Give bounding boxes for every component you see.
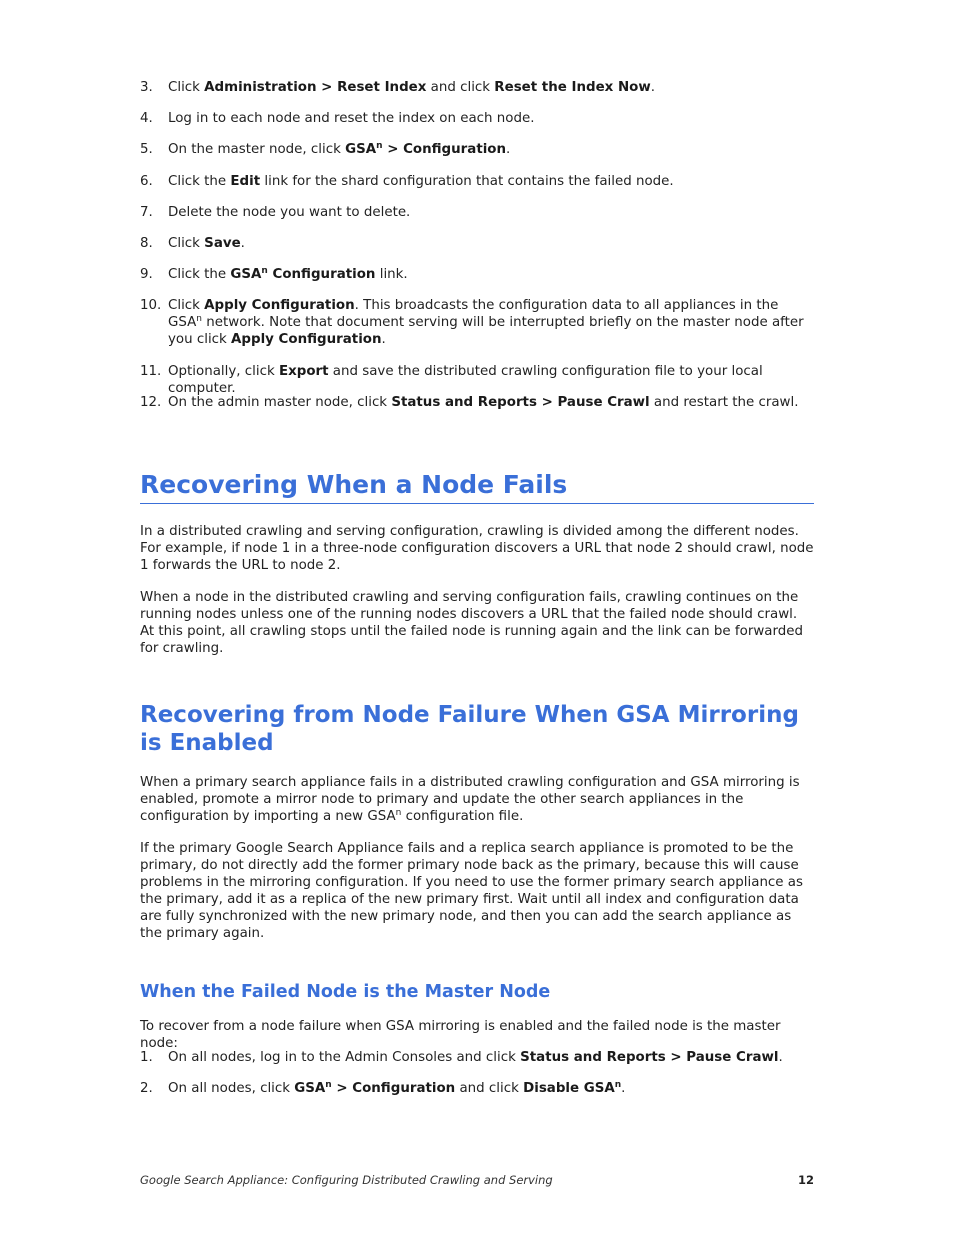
list-item-text [168,204,814,221]
bold-text: Disable GSA [523,1081,615,1096]
list-item-number: 7. [140,205,153,220]
superscript: n [261,266,268,276]
text-run: On the master node, click [168,142,346,157]
text-run: Click the [168,174,231,189]
text-run: On the admin master node, click [168,395,392,410]
text-run: link. [375,267,408,282]
list-item [140,394,814,411]
paragraph: When a node in the distributed crawling and serving configuration fails, crawling continues on the running nodes unless one of the running nodes discovers a URL that the failed node should crawl. At this point, all crawling stops until the failed node is running again and the link can be forwarded for crawling. [140,590,803,656]
list-item-text [168,1080,814,1097]
text-run: and click [455,1081,524,1096]
list-item-number: 12. [140,395,162,410]
list-item [140,1049,814,1066]
list-item-number: 9. [140,267,153,282]
bold-text: > Configuration [382,142,507,157]
text-run: Delete the node you want to delete. [168,205,411,220]
footer-document-title: Google Search Appliance: Configuring Distributed Crawling and Serving [140,1173,553,1187]
text-run: and restart the crawl. [649,395,799,410]
list-item-number: 1. [140,1050,153,1065]
text-run: configuration file. [401,809,524,824]
bold-text: Export [278,364,329,379]
list-item-number: 5. [140,142,153,157]
text-run: . [621,1081,626,1096]
list-item [140,363,814,397]
text-run: Optionally, click [168,364,279,379]
list-item-number: 6. [140,174,153,189]
text-run: . [506,142,511,157]
bold-text: Status and Reports > Pause Crawl [520,1050,779,1065]
list-item-text [168,266,814,283]
list-item-text [168,110,814,127]
list-item [140,297,814,348]
list-item-text [168,79,814,96]
list-item-text [168,1049,814,1066]
list-item-number: 8. [140,236,153,251]
text-run: link for the shard configuration that contains the failed node. [260,174,674,189]
list-item-number: 3. [140,80,153,95]
bold-text: Administration > Reset Index [204,80,427,95]
superscript: n [395,808,402,818]
list-item-text [168,235,814,252]
bold-text: > Configuration [331,1081,456,1096]
list-item-number: 2. [140,1081,153,1096]
paragraph: To recover from a node failure when GSA mirroring is enabled and the failed node is the master node: [140,1019,781,1051]
list-item [140,235,814,252]
text-run: On all nodes, log in to the Admin Consoles and click [168,1050,521,1065]
list-item-text [168,173,814,190]
text-run: Click [168,298,205,313]
footer-page-number: 12 [797,1173,814,1187]
text-run: Click [168,236,205,251]
list-item-number: 4. [140,111,153,126]
bold-text: Reset the Index Now [494,80,651,95]
list-item-text [168,363,814,397]
text-run: . [381,332,386,347]
text-run: network. Note that document serving will be interrupted briefly on the master node after you click [168,315,804,347]
list-item [140,173,814,190]
text-run: . This broadcasts the configuration data to all appliances in the GSA [168,298,779,330]
superscript: n [614,1080,622,1090]
heading-recovering-when-node-fails: Recovering When a Node Fails [140,468,814,504]
text-run: . [240,236,245,251]
bold-text: GSA [230,267,262,282]
list-item [140,141,814,158]
bold-text: Edit [230,174,261,189]
heading-failed-master-node: When the Failed Node is the Master Node [140,982,551,1002]
text-run: When a primary search appliance fails in a distributed crawling configuration and GSA mirroring is enabled, promote a mirror node to primary and update the other search appliances in the configuration by importing a new GSA [140,775,800,824]
superscript: n [196,314,203,324]
list-item [140,266,814,283]
bold-text: Status and Reports > Pause Crawl [391,395,650,410]
list-item [140,204,814,221]
list-item-text [168,394,814,411]
list-item-text [168,297,814,348]
text-run: On all nodes, click [168,1081,295,1096]
paragraph: In a distributed crawling and serving configuration, crawling is divided among the different nodes. For example, if node 1 in a three-node configuration discovers a URL that node 2 should crawl, node 1 forwards the URL to node 2. [140,524,814,573]
bold-text: GSA [294,1081,326,1096]
list-item-number: 10. [140,298,162,313]
list-item [140,1080,814,1097]
list-item-text [168,141,814,158]
bold-text: Apply Configuration [231,332,382,347]
text-run: and click [426,80,495,95]
text-run: Log in to each node and reset the index on each node. [168,111,535,126]
heading-recovering-mirroring: Recovering from Node Failure When GSA Mirroring is Enabled [140,702,799,756]
superscript: n [325,1080,332,1090]
bold-text: Save [204,236,241,251]
paragraph: If the primary Google Search Appliance fails and a replica search appliance is promoted to be the primary, do not directly add the former primary node back as the primary, because this will cause problems in the mirroring configuration. If you need to use the former primary search appliance as the primary, add it as a replica of the new primary first. Wait until all index and configuration data are fully synchronized with the new primary node, and then you can add the search appliance as the primary again. [140,841,803,941]
superscript: n [376,141,383,151]
bold-text: Configuration [267,267,376,282]
text-run: . [650,80,656,95]
list-item [140,110,814,127]
text-run: . [778,1050,783,1065]
list-item-number: 11. [140,364,162,379]
bold-text: GSA [345,142,377,157]
list-item [140,79,814,96]
bold-text: Apply Configuration [204,298,355,313]
text-run: Click [168,80,205,95]
text-run: and save the distributed crawling configuration file to your local computer. [168,364,763,396]
paragraph [140,774,814,825]
text-run: Click the [168,267,231,282]
